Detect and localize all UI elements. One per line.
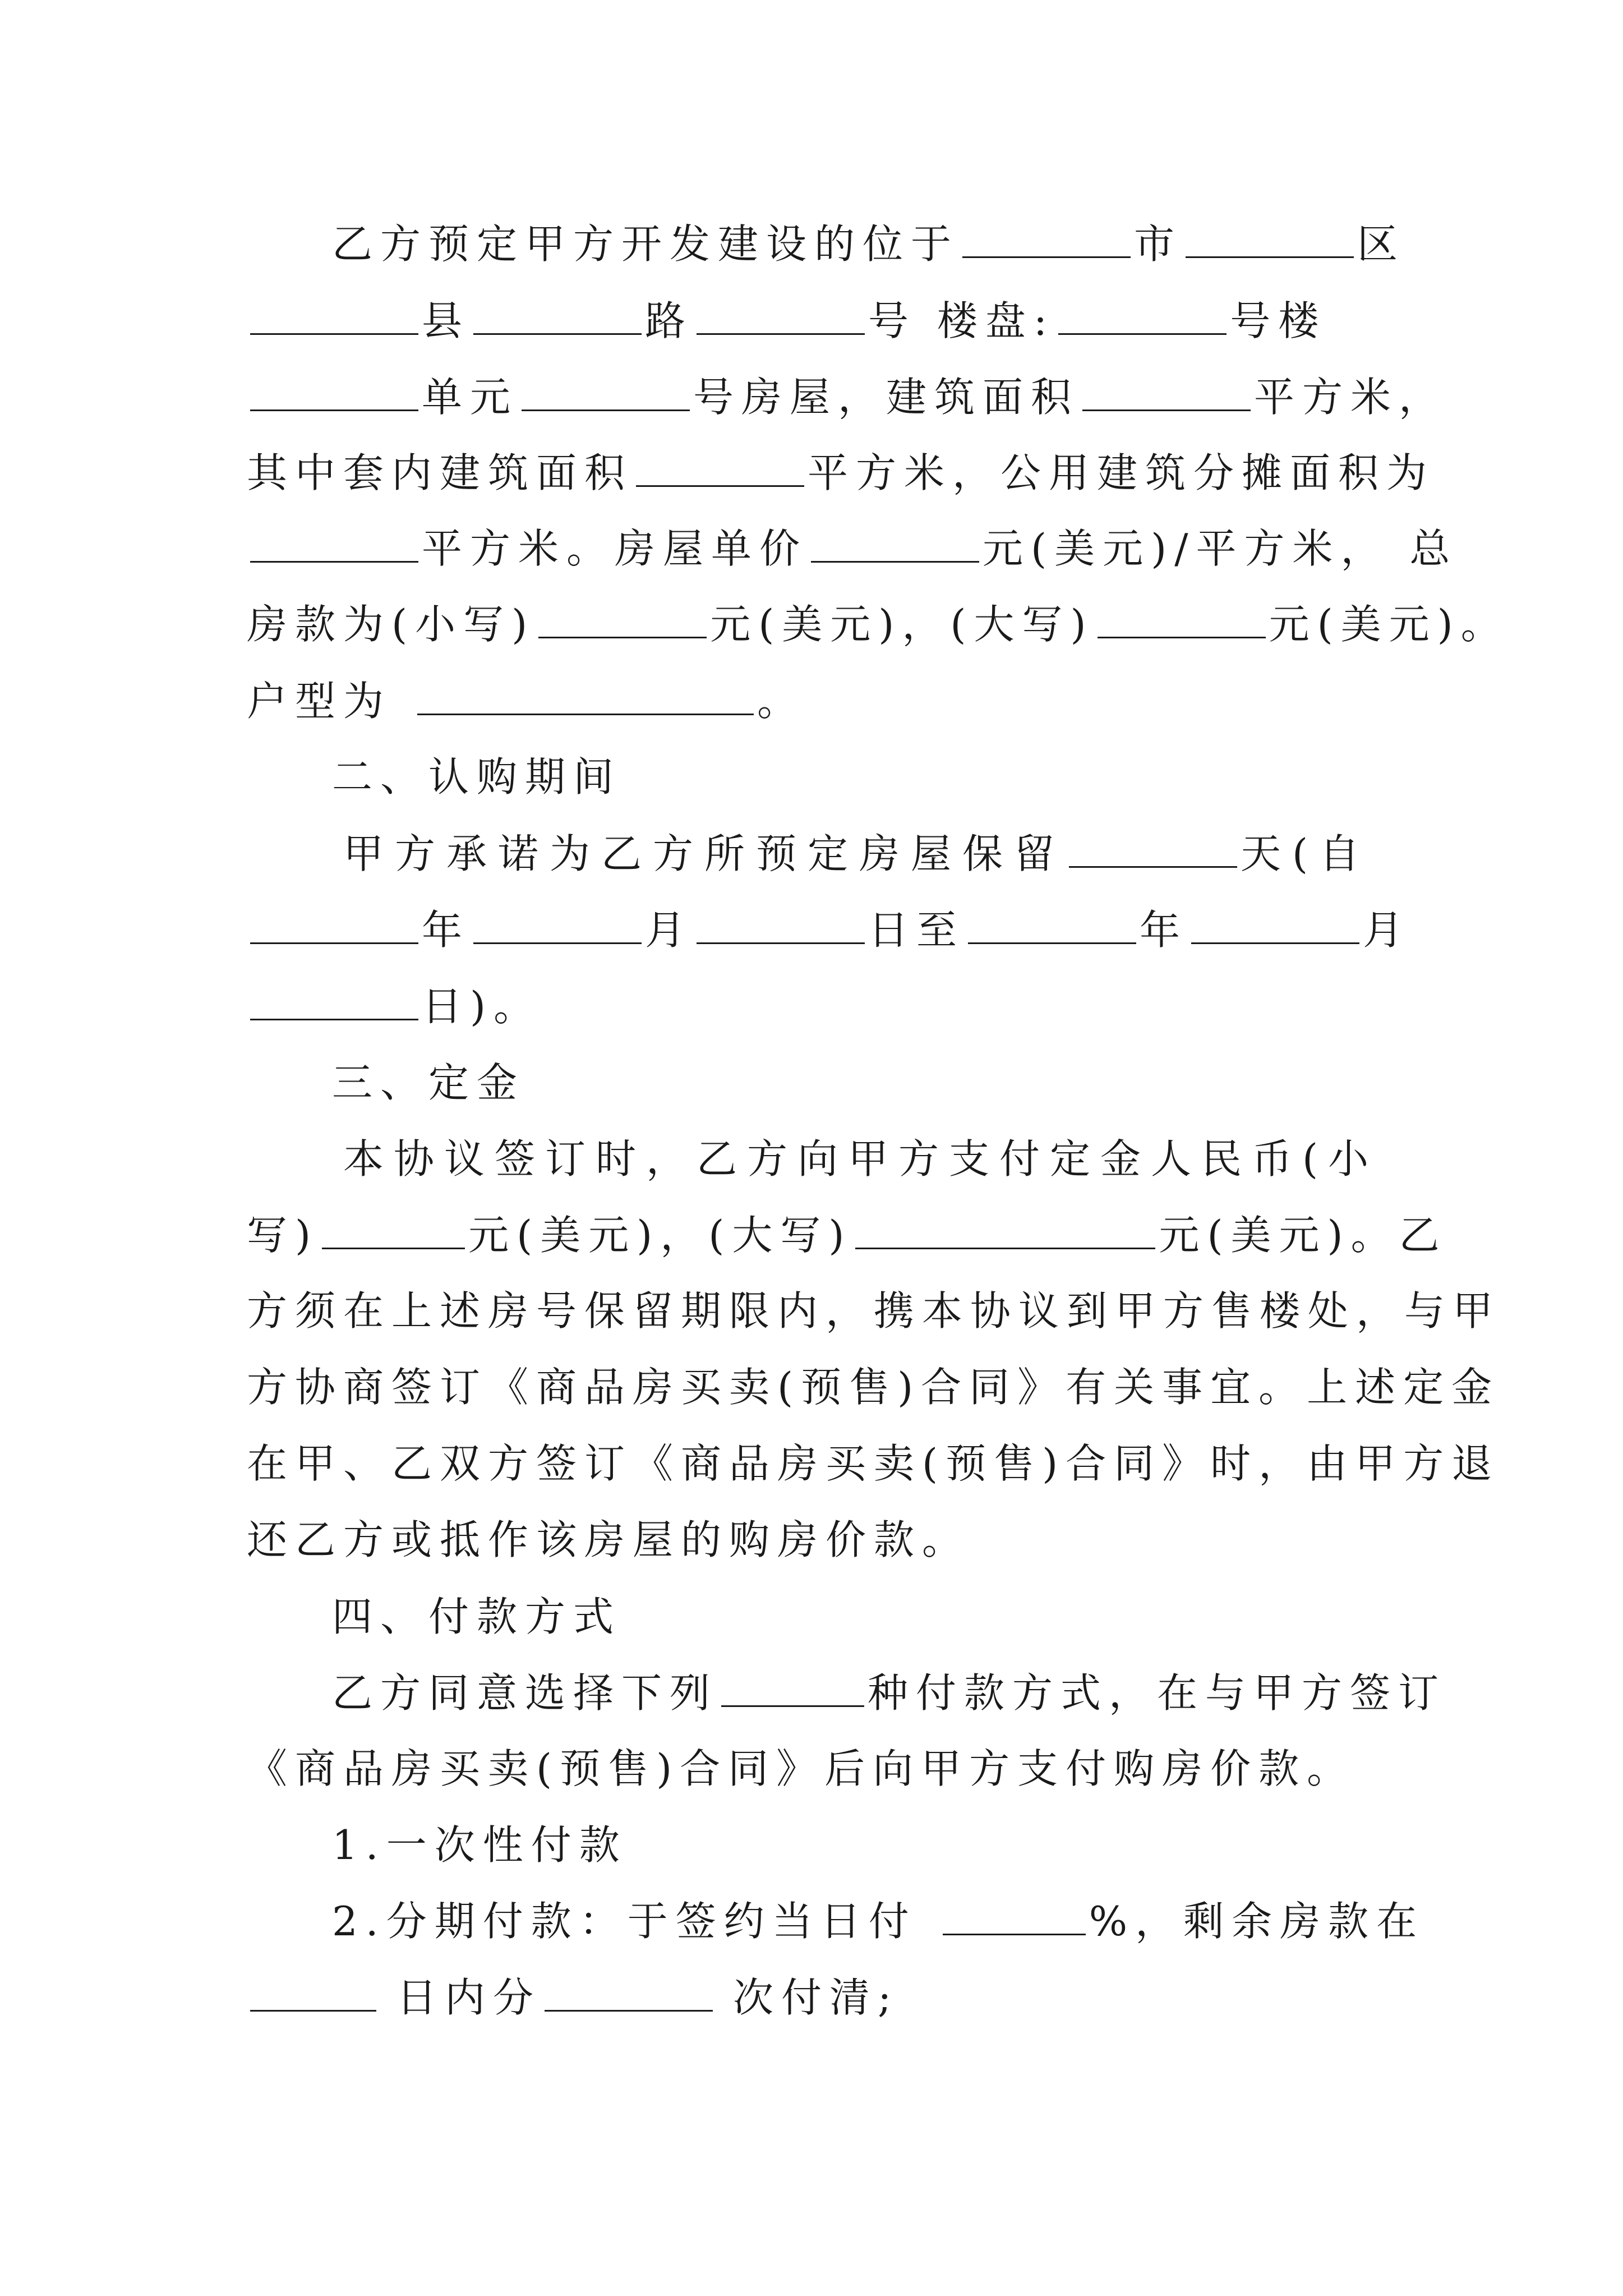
text: 年	[1140, 907, 1188, 954]
section-heading-payment	[332, 1577, 1465, 1656]
section-heading-reservation	[332, 738, 1465, 816]
deposit-line-5	[247, 1424, 1500, 1503]
blank-building	[1058, 331, 1227, 335]
blank-total-figures	[538, 634, 707, 638]
text: 号房屋，建筑面积	[693, 374, 1080, 421]
text: 房款为(小写)	[247, 601, 536, 648]
blank-payment-option	[721, 1703, 864, 1707]
text: 三、定金	[332, 1059, 525, 1106]
text: 元(美元)/平方米， 总	[983, 525, 1458, 572]
blank-district	[1186, 254, 1354, 258]
text: 方须在上述房号保留期限内，携本协议到甲方售楼处，与甲	[247, 1287, 1501, 1335]
text: 乙方同意选择下列	[332, 1669, 718, 1717]
payment-item-lump-sum	[332, 1806, 1465, 1884]
text: 1.一次性付款	[332, 1821, 628, 1869]
text: 乙方预定甲方开发建设的位于	[332, 220, 960, 268]
blank-inner-area	[636, 483, 804, 487]
text: 县	[422, 297, 471, 344]
text: 天(自	[1241, 830, 1371, 877]
text: 次付清;	[733, 1974, 900, 2021]
blank-end-year	[968, 940, 1136, 944]
text: 还乙方或抵作该房屋的购房价款。	[247, 1516, 971, 1563]
blank-installment-count	[545, 2008, 713, 2012]
blank-layout	[417, 711, 754, 715]
text: 月	[645, 907, 694, 954]
text: 平方米。房屋单价	[422, 525, 808, 572]
property-address-line	[247, 282, 1380, 360]
blank-county	[250, 331, 418, 335]
text: 《商品房买卖(预售)合同》后向甲方支付购房价款。	[247, 1745, 1355, 1792]
text: 写)	[247, 1212, 319, 1259]
blank-shared-area	[250, 559, 418, 563]
blank-unit-price	[811, 559, 979, 563]
deposit-line-4	[247, 1348, 1500, 1427]
text: 户型为	[247, 678, 392, 725]
blank-down-payment-percent	[943, 1931, 1086, 1935]
text: 种付款方式，在与甲方签订	[868, 1669, 1447, 1717]
text: 在甲、乙双方签订《商品房买卖(预售)合同》时，由甲方退	[247, 1440, 1500, 1487]
unit-area-line	[247, 358, 1447, 436]
text: 月	[1363, 907, 1412, 954]
blank-deposit-figures	[322, 1245, 465, 1249]
text: 方协商签订《商品房买卖(预售)合同》有关事宜。上述定金	[247, 1364, 1500, 1411]
deposit-line-6	[247, 1501, 1380, 1579]
payment-contract-line	[247, 1729, 1380, 1808]
text: 市	[1134, 220, 1183, 268]
blank-unit	[250, 407, 418, 411]
text: 元(美元)。	[1269, 601, 1509, 648]
blank-deposit-words	[855, 1245, 1155, 1249]
text: 。	[757, 678, 806, 725]
text: 号楼	[1230, 297, 1327, 344]
text: 日内分	[396, 1974, 542, 2021]
blank-installment-days	[250, 2008, 376, 2012]
total-price-line	[247, 585, 1509, 664]
property-location-line	[332, 205, 1465, 283]
blank-start-year	[250, 940, 418, 944]
deposit-line-3	[247, 1272, 1501, 1350]
text: 2.分期付款：于签约当日付	[332, 1898, 917, 1945]
blank-start-day	[697, 940, 865, 944]
blank-days	[1069, 864, 1237, 868]
reservation-days-line	[343, 815, 1476, 893]
text: 号 楼盘:	[868, 297, 1055, 344]
blank-road	[473, 331, 642, 335]
text: 元(美元)，(大写)	[468, 1212, 852, 1259]
blank-start-month	[473, 940, 642, 944]
installment-terms-line	[247, 1958, 1380, 2037]
text: 单元	[422, 374, 519, 421]
text: 平方米，	[1254, 374, 1447, 421]
text: 年	[422, 907, 471, 954]
deposit-line-1	[343, 1120, 1476, 1198]
text: 日)。	[422, 983, 542, 1030]
text: 路	[645, 297, 694, 344]
text: 元(美元)。乙	[1159, 1212, 1447, 1259]
text: 元(美元)，(大写)	[710, 601, 1094, 648]
text: 日至	[868, 907, 965, 954]
unit-price-line	[247, 509, 1458, 588]
text: 四、付款方式	[332, 1593, 622, 1640]
blank-total-words	[1098, 634, 1266, 638]
blank-number	[697, 331, 865, 335]
deposit-line-2	[247, 1196, 1447, 1274]
blank-end-day	[250, 1016, 418, 1020]
text: 区	[1357, 220, 1406, 268]
blank-end-month	[1191, 940, 1359, 944]
blank-city	[962, 254, 1131, 258]
reservation-dates-line	[247, 891, 1412, 969]
text: 其中套内建筑面积	[247, 449, 633, 496]
text: %，剩余房款在	[1089, 1898, 1425, 1945]
payment-choice-line	[332, 1654, 1465, 1732]
text: 甲方承诺为乙方所预定房屋保留	[343, 830, 1066, 877]
text: 本协议签订时，乙方向甲方支付定金人民币(小	[343, 1135, 1379, 1182]
payment-item-installment	[332, 1882, 1465, 1961]
reservation-end-line	[247, 967, 1380, 1046]
text: 二、认购期间	[332, 753, 622, 800]
inner-area-line	[247, 434, 1435, 512]
layout-type-line	[247, 662, 1380, 740]
section-heading-deposit	[332, 1043, 1465, 1122]
blank-room	[522, 407, 690, 411]
text: 平方米，公用建筑分摊面积为	[808, 449, 1435, 496]
blank-building-area	[1082, 407, 1251, 411]
